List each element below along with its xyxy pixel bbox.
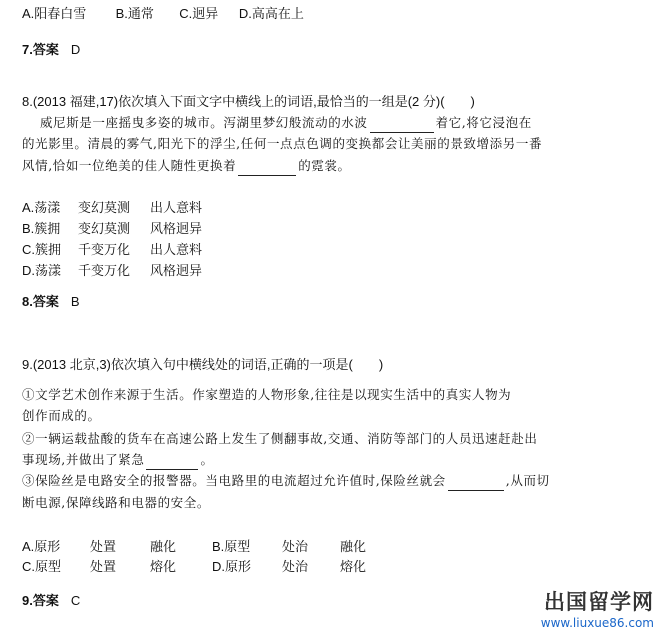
q6-option-d: D.高高在上 [238,6,304,21]
fill-blank [146,455,198,470]
q9-stem: 9.(2013 北京,3)依次填入句中横线处的词语,正确的一项是( ) [22,357,384,372]
site-watermark [541,586,654,630]
q6-option-a: A.阳春白雪 [22,6,87,21]
answer-value: C [70,593,81,608]
q7-answer [22,40,80,60]
q8-stem: 8.(2013 福建,17)依次填入下面文字中横线上的词语,最恰当的一组是(2 分)( ) [22,94,475,109]
q8-option-d: D.荡漾 千变万化 风格迥异 [22,263,203,278]
q9-options-row-1: A.原形 处置 融化 B.原型 处治 融化 [22,539,367,554]
q8-passage-line-3: 风情,恰如一位绝美的佳人随性更换着 的霓裳。 [22,156,351,176]
answer-label: 7.答案 [22,42,59,57]
q9-sentence-1-line-2: 创作而成的。 [22,408,101,423]
fill-blank [238,161,296,176]
answer-value: D [70,42,81,57]
answer-label: 9.答案 [22,593,59,608]
fill-blank [448,476,504,491]
watermark-title: 出国留学网 [544,590,654,614]
fill-blank [370,118,434,133]
q8-option-b: B.簇拥 变幻莫测 风格迥异 [22,221,203,236]
q8-option-c: C.簇拥 千变万化 出人意料 [22,242,203,257]
q8-answer [22,292,80,312]
q9-answer [22,591,80,611]
q9-sentence-3-line-1: ③保险丝是电路安全的报警器。当电路里的电流超过允许值时,保险丝就会 ,从而切 [22,471,550,491]
q8-passage-line-1: 威尼斯是一座摇曳多姿的城市。泻湖里梦幻般流动的水波 着它,将它浸泡在 [40,113,532,133]
q6-options [22,4,304,24]
q9-sentence-2-line-1: ②一辆运载盐酸的货车在高速公路上发生了侧翻事故,交通、消防等部门的人员迅速赶赴出 [22,431,538,446]
q8-passage-line-2: 的光影里。清晨的雾气,阳光下的浮尘,任何一点点色调的变换都会让美丽的景致增添另一番 [22,136,543,151]
q9-sentence-1-line-1: ①文学艺术创作来源于生活。作家塑造的人物形象,往往是以现实生活中的真实人物为 [22,387,512,402]
q9-options-row-2: C.原型 处置 熔化 D.原形 处治 熔化 [22,559,367,574]
q6-option-c: C.迥异 [179,6,219,21]
watermark-url: www.liuxue86.com [540,616,654,630]
answer-label: 8.答案 [22,294,59,309]
q6-option-b: B.通常 [115,6,154,21]
answer-value: B [70,294,80,309]
q9-sentence-2-line-2: 事现场,并做出了紧急 。 [22,450,214,470]
q9-sentence-3-line-2: 断电源,保障线路和电器的安全。 [22,495,210,510]
q8-option-a: A.荡漾 变幻莫测 出人意料 [22,200,203,215]
